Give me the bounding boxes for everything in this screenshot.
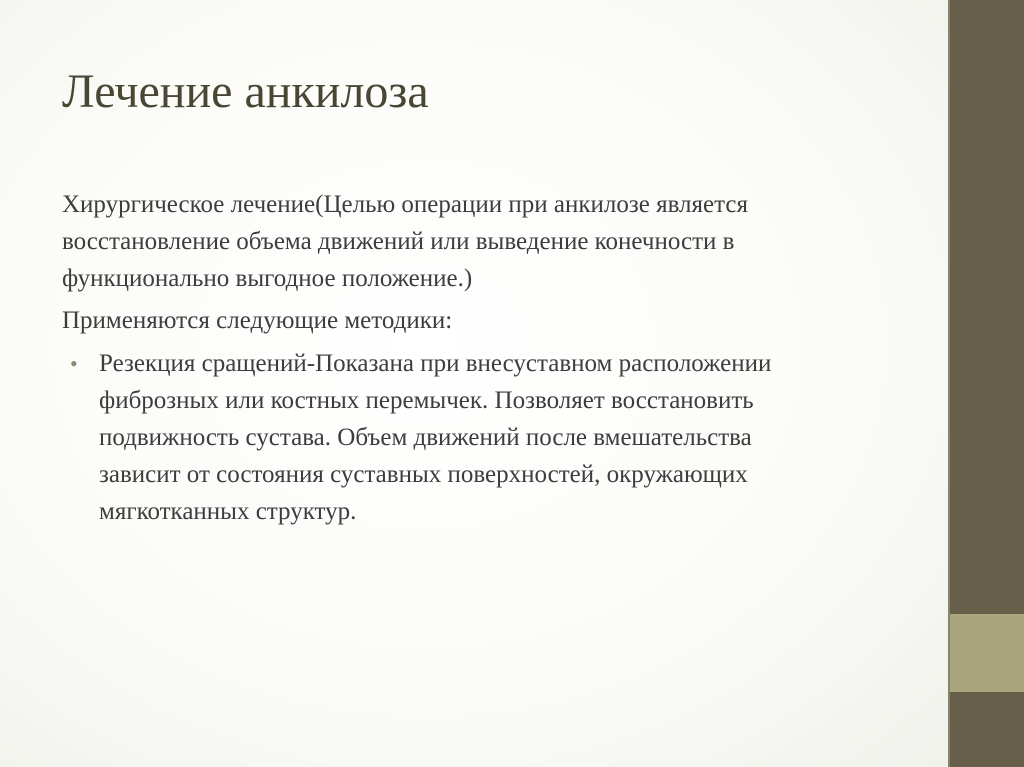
list-item	[62, 345, 839, 530]
bullet-text: Резекция сращений-Показана при внесуставном расположении фиброзных или костных перемычек. Позволяет восстановить подвижность сустава. Объем движений после вмешательства зависит от состояния суставных поверхностей, окружающих мягкотканных структур.	[99, 350, 772, 525]
intro-paragraph: Хирургическое лечение(Целью операции при анкилозе является восстановление объема движений или выведение конечности в функционально выгодное положение.)	[62, 191, 748, 292]
methods-list	[62, 345, 862, 530]
bullet-dot-icon: •	[70, 351, 78, 376]
slide-title: Лечение анкилоза	[62, 65, 429, 118]
slide-content	[62, 186, 862, 530]
methods-heading: Применяются следующие методики:	[62, 307, 453, 334]
side-accent-block	[950, 614, 1024, 692]
